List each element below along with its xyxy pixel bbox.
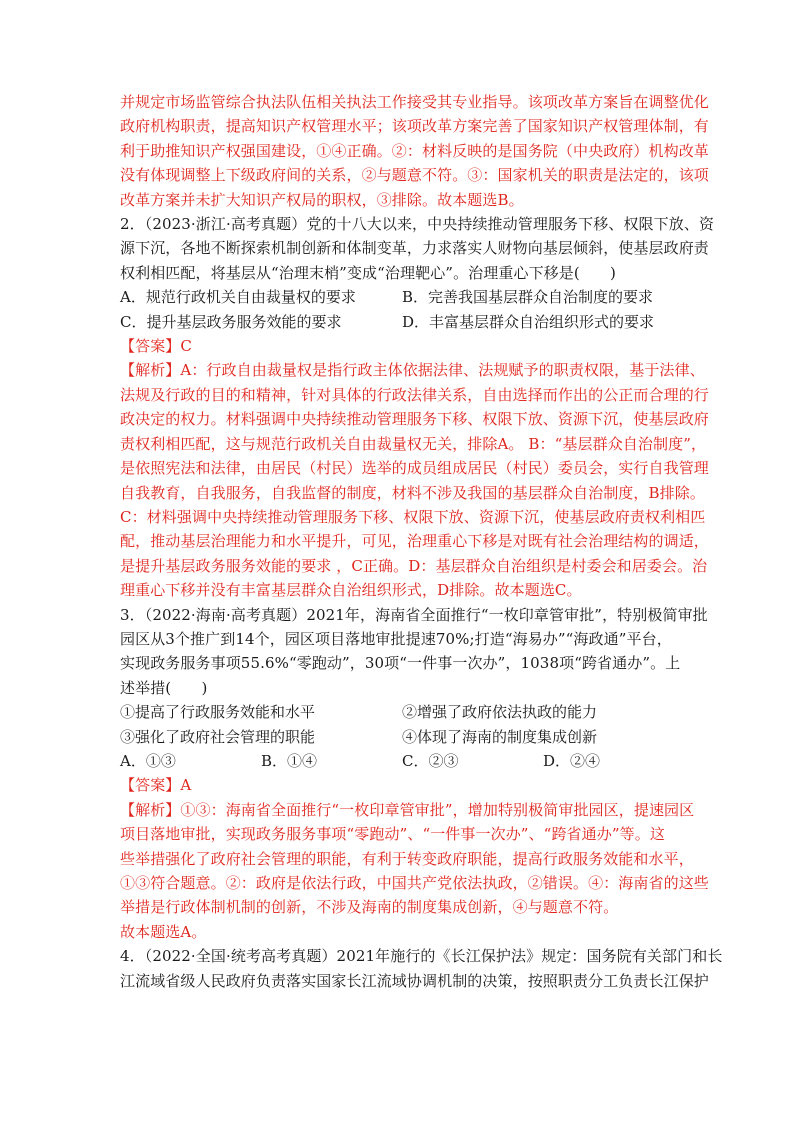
- analysis-continuation-line: 改革方案并未扩大知识产权局的职权，③排除。故本题选B。: [120, 190, 524, 209]
- q3-options-row: [120, 749, 686, 773]
- q3-option-a: A．①③: [120, 751, 176, 770]
- q2-analysis-line: 配，推动基层治理能力和水平提升，可见，治理重心下移是对既有社会治理结构的调适，: [120, 532, 709, 551]
- q3-stem-line: 实现政务服务事项55.6%“零跑动”，30项“一件事一次办”，1038项“跨省通办”。上: [120, 654, 681, 673]
- q3-answer: 【答案】A: [120, 776, 192, 795]
- q2-option-c: C．提升基层政务服务效能的要求: [120, 312, 342, 331]
- q3-analysis-line: 些举措强化了政府社会管理的职能，有利于转变政府职能，提高行政服务效能和水平，: [120, 849, 694, 868]
- q2-option-d: D．丰富基层群众自治组织形式的要求: [402, 312, 655, 331]
- q3-option-d: D．②④: [543, 751, 601, 770]
- q3-item-4: ④体现了海南的制度集成创新: [402, 727, 598, 746]
- q3-option-b: B．①④: [261, 751, 318, 770]
- q2-analysis-line: 是依照宪法和法律，由居民（村民）选举的成员组成居民（村民）委员会，实行自我管理: [120, 459, 709, 478]
- q3-items-row: [120, 700, 686, 724]
- q3-item-2: ②增强了政府依法执政的能力: [402, 703, 598, 722]
- analysis-continuation-line: 没有体现调整上下级政府间的关系，②与题意不符。③：国家机关的职责是法定的，该项: [120, 166, 709, 185]
- q2-answer: 【答案】C: [120, 337, 192, 356]
- q2-analysis-line: 自我教育，自我服务，自我监督的制度，材料不涉及我国的基层群众自治制度，B排除。: [120, 483, 705, 502]
- q3-stem-line: 园区从3个推广到14个，园区项目落地审批提速70%;打造“海易办”“海政通”平台，: [120, 629, 672, 648]
- q3-stem-line: 3．（2022·海南·高考真题）2021年，海南省全面推行“一枚印章管审批”，特别极简审批: [120, 605, 708, 624]
- q3-stem-line: 述举措( ): [120, 678, 208, 697]
- q3-option-c: C．②③: [402, 751, 459, 770]
- q3-item-1: ①提高了行政服务效能和水平: [120, 703, 316, 722]
- analysis-continuation-line: 利于助推知识产权强国建设，①④正确。②：材料反映的是国务院（中央政府）机构改革: [120, 141, 709, 160]
- q2-analysis-line: 法规及行政的目的和精神，针对具体的行政法律关系，自由选择而作出的公正而合理的行: [120, 385, 709, 404]
- q2-analysis-line: 【解析】A：行政自由裁量权是指行政主体依据法律、法规赋予的职责权限，基于法律、: [120, 361, 705, 380]
- q3-analysis-line: 【解析】①③：海南省全面推行“一枚印章管审批”，增加特别极简审批园区，提速园区: [120, 800, 695, 819]
- q2-option-b: B．完善我国基层群众自治制度的要求: [402, 288, 654, 307]
- q4-stem-line: 4．（2022·全国·统考高考真题）2021年施行的《长江保护法》规定：国务院有关部门和长: [120, 947, 723, 966]
- q3-analysis-line: 举措是行政体制机制的创新，不涉及海南的制度集成创新，④与题意不符。: [120, 898, 619, 917]
- q3-analysis-line: ①③符合题意。②：政府是依法行政，中国共产党依法执政，②错误。④：海南省的这些: [120, 874, 709, 892]
- q3-analysis-line: 项目落地审批，实现政务服务事项“零跑动”、“一件事一次办”、“跨省通办”等。这: [120, 825, 665, 844]
- q2-stem-line: 源下沉，各地不断探索机制创新和体制变革，力求落实人财物向基层倾斜，使基层政府责: [120, 239, 709, 258]
- q3-item-3: ③强化了政府社会管理的职能: [120, 727, 316, 746]
- q2-analysis-line: 政决定的权力。材料强调中央持续推动管理服务下移、权限下放、资源下沉，使基层政府: [120, 410, 709, 429]
- q2-option-a: A．规范行政机关自由裁量权的要求: [120, 288, 356, 307]
- q2-analysis-line: 理重心下移并没有丰富基层群众自治组织形式，D排除。故本题选C。: [120, 581, 582, 600]
- q2-analysis-line: 是提升基层政务服务效能的要求 ，C正确。D：基层群众自治组织是村委会和居委会。治: [120, 556, 708, 575]
- q3-analysis-line: 故本题选A。: [120, 922, 207, 941]
- q4-stem-line: 江流域省级人民政府负责落实国家长江流域协调机制的决策，按照职责分工负责长江保护: [120, 971, 709, 990]
- q3-items-row: [120, 725, 686, 749]
- q2-options-row: [120, 310, 686, 334]
- document-page: [120, 90, 723, 993]
- q2-stem-line: 权利相匹配，将基层从“治理末梢”变成“治理靶心”。治理重心下移是( ): [120, 263, 616, 282]
- analysis-continuation-line: 政府机构职责，提高知识产权管理水平；该项改革方案完善了国家知识产权管理体制，有: [120, 117, 709, 136]
- q2-analysis-line: 责权利相匹配，这与规范行政机关自由裁量权无关，排除A。 B：“基层群众自治制度”，: [120, 434, 707, 453]
- q2-options-row: [120, 285, 686, 309]
- q2-stem-line: 2．（2023·浙江·高考真题）党的十八大以来，中央持续推动管理服务下移、权限下放、资: [120, 215, 715, 234]
- analysis-continuation-line: 并规定市场监管综合执法队伍相关执法工作接受其专业指导。该项改革方案旨在调整优化: [120, 93, 709, 111]
- q2-analysis-line: C：材料强调中央持续推动管理服务下移、权限下放、资源下沉，使基层政府责权利相匹: [120, 507, 706, 526]
